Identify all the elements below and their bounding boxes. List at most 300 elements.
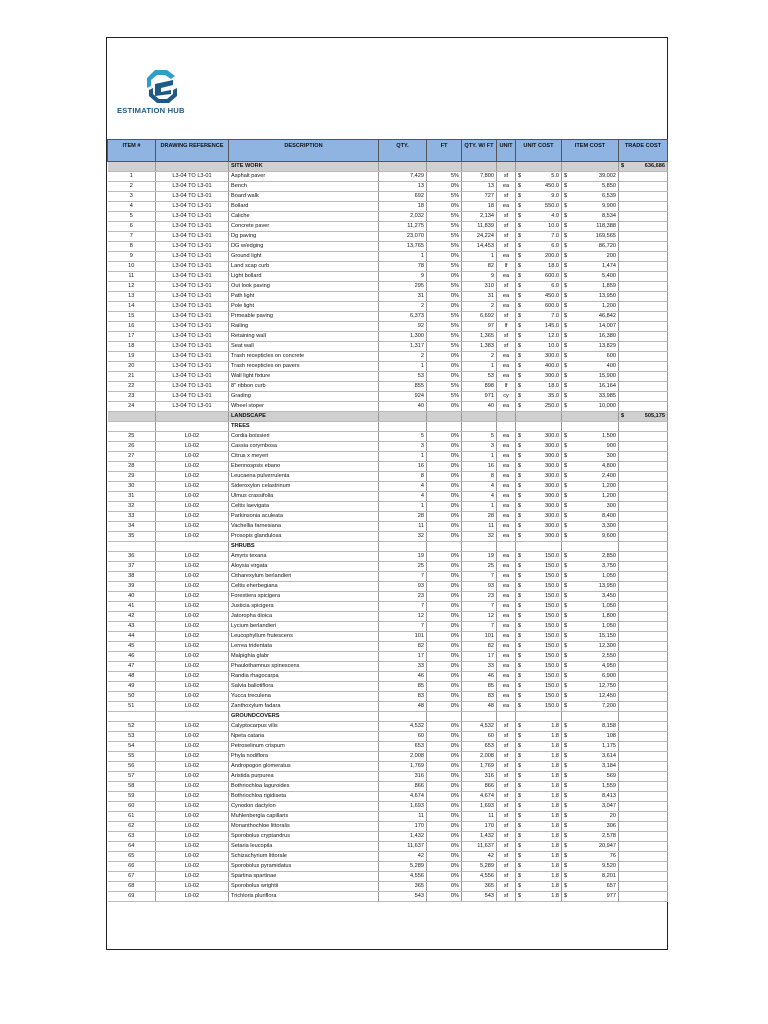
ft-percent: 0% — [427, 362, 462, 372]
item-number: 22 — [108, 382, 156, 392]
currency-symbol: $ — [518, 403, 522, 409]
unit-cost — [516, 302, 562, 312]
description: Monanthochloe littoralis — [229, 822, 379, 832]
quantity-with-ft: 48 — [462, 702, 497, 712]
quantity: 2,008 — [379, 752, 427, 762]
ft-percent: 0% — [427, 202, 462, 212]
ft-percent: 0% — [427, 562, 462, 572]
description: Vachellia farnesiana — [229, 522, 379, 532]
item-number: 14 — [108, 302, 156, 312]
item-number: 52 — [108, 722, 156, 732]
currency-symbol: $ — [564, 453, 568, 459]
drawing-reference: L0-02 — [156, 532, 229, 542]
item-cost-value: 5,850 — [602, 183, 616, 189]
item-cost — [562, 782, 619, 792]
unit-cost — [516, 772, 562, 782]
column-header: DRAWING REFERENCE — [156, 140, 229, 162]
blank-cell — [619, 662, 668, 672]
currency-symbol: $ — [518, 573, 522, 579]
unit-cost-value: 150.0 — [545, 583, 559, 589]
description: Citrus x meyeri — [229, 452, 379, 462]
unit-cost — [516, 172, 562, 182]
quantity-with-ft: 97 — [462, 322, 497, 332]
quantity: 1 — [379, 502, 427, 512]
unit: ea — [497, 502, 516, 512]
ft-percent: 0% — [427, 872, 462, 882]
drawing-reference: L3-04 TO L3-01 — [156, 192, 229, 202]
quantity-with-ft: 543 — [462, 892, 497, 902]
description: Citharexylum berlandieri — [229, 572, 379, 582]
unit-cost-value: 600.0 — [545, 273, 559, 279]
item-number: 43 — [108, 622, 156, 632]
quantity: 60 — [379, 732, 427, 742]
quantity: 866 — [379, 782, 427, 792]
unit-cost — [516, 292, 562, 302]
currency-symbol: $ — [564, 363, 568, 369]
description: Path light — [229, 292, 379, 302]
unit: sf — [497, 882, 516, 892]
description: Dg paving — [229, 232, 379, 242]
currency-symbol: $ — [518, 293, 522, 299]
currency-symbol: $ — [564, 623, 568, 629]
blank-cell — [619, 282, 668, 292]
quantity-with-ft: 1 — [462, 502, 497, 512]
quantity: 11 — [379, 522, 427, 532]
table-row — [108, 272, 668, 282]
item-cost-value: 1,200 — [602, 303, 616, 309]
ft-percent: 0% — [427, 442, 462, 452]
currency-symbol: $ — [564, 733, 568, 739]
currency-symbol: $ — [564, 303, 568, 309]
column-header: UNIT COST — [516, 140, 562, 162]
unit-cost-value: 35.0 — [548, 393, 559, 399]
column-header: QTY. W/ FT — [462, 140, 497, 162]
unit: sf — [497, 172, 516, 182]
description: Spartina spartinae — [229, 872, 379, 882]
table-row — [108, 432, 668, 442]
currency-symbol: $ — [564, 313, 568, 319]
item-cost — [562, 882, 619, 892]
item-number: 64 — [108, 842, 156, 852]
blank-cell — [619, 202, 668, 212]
description: Retaining wall — [229, 332, 379, 342]
currency-symbol: $ — [518, 563, 522, 569]
blank-cell — [619, 552, 668, 562]
currency-symbol: $ — [564, 673, 568, 679]
blank-cell — [619, 752, 668, 762]
item-cost — [562, 252, 619, 262]
quantity: 16 — [379, 462, 427, 472]
item-cost — [562, 472, 619, 482]
drawing-reference: L3-04 TO L3-01 — [156, 332, 229, 342]
table-row — [108, 832, 668, 842]
currency-symbol: $ — [518, 673, 522, 679]
drawing-reference: L3-04 TO L3-01 — [156, 212, 229, 222]
quantity-with-ft: 42 — [462, 852, 497, 862]
currency-symbol: $ — [518, 603, 522, 609]
item-cost-value: 8,158 — [602, 723, 616, 729]
unit-cost-value: 1.8 — [551, 893, 559, 899]
item-number: 30 — [108, 482, 156, 492]
unit: ea — [497, 612, 516, 622]
ft-percent: 0% — [427, 892, 462, 902]
description: Grading — [229, 392, 379, 402]
drawing-reference: L0-02 — [156, 432, 229, 442]
currency-symbol: $ — [564, 283, 568, 289]
description: Bothriochloa laguroides — [229, 782, 379, 792]
table-header-row — [108, 140, 668, 162]
unit-cost-value: 300.0 — [545, 533, 559, 539]
blank-cell — [619, 882, 668, 892]
unit: sf — [497, 862, 516, 872]
currency-symbol: $ — [518, 343, 522, 349]
ft-percent: 0% — [427, 722, 462, 732]
unit-cost — [516, 472, 562, 482]
unit-cost-value: 1.8 — [551, 803, 559, 809]
item-cost-value: 9,600 — [602, 533, 616, 539]
item-cost-value: 1,474 — [602, 263, 616, 269]
quantity-with-ft: 4,556 — [462, 872, 497, 882]
unit-cost — [516, 222, 562, 232]
ft-percent: 0% — [427, 742, 462, 752]
drawing-reference: L0-02 — [156, 842, 229, 852]
unit-cost-value: 1.8 — [551, 853, 559, 859]
blank-cell — [156, 422, 229, 432]
unit-cost — [516, 842, 562, 852]
unit-cost-value: 300.0 — [545, 523, 559, 529]
item-cost — [562, 592, 619, 602]
quantity-with-ft: 2 — [462, 352, 497, 362]
item-cost — [562, 192, 619, 202]
unit-cost-value: 300.0 — [545, 463, 559, 469]
table-row — [108, 762, 668, 772]
drawing-reference: L0-02 — [156, 482, 229, 492]
item-cost — [562, 742, 619, 752]
unit-cost — [516, 532, 562, 542]
unit-cost-value: 6.0 — [551, 243, 559, 249]
unit-cost-value: 150.0 — [545, 553, 559, 559]
drawing-reference: L0-02 — [156, 522, 229, 532]
quantity: 78 — [379, 262, 427, 272]
unit-cost-value: 18.0 — [548, 263, 559, 269]
ft-percent: 0% — [427, 372, 462, 382]
blank-cell — [619, 392, 668, 402]
quantity-with-ft: 4,532 — [462, 722, 497, 732]
blank-cell — [619, 702, 668, 712]
unit-cost-value: 1.8 — [551, 793, 559, 799]
currency-symbol: $ — [518, 703, 522, 709]
unit: sf — [497, 772, 516, 782]
ft-percent: 5% — [427, 332, 462, 342]
unit-cost-value: 150.0 — [545, 643, 559, 649]
unit-cost — [516, 432, 562, 442]
item-cost-value: 13,829 — [598, 343, 616, 349]
unit: ea — [497, 492, 516, 502]
blank-cell — [619, 612, 668, 622]
table-row — [108, 242, 668, 252]
column-header: QTY. — [379, 140, 427, 162]
item-number: 41 — [108, 602, 156, 612]
unit: ea — [497, 442, 516, 452]
unit-cost-value: 150.0 — [545, 683, 559, 689]
unit-cost-value: 300.0 — [545, 373, 559, 379]
unit-cost — [516, 682, 562, 692]
blank-cell — [619, 362, 668, 372]
quantity: 3 — [379, 442, 427, 452]
blank-cell — [619, 442, 668, 452]
estimate-table — [107, 139, 668, 902]
description: Setaria leucopila — [229, 842, 379, 852]
description: Zanthoxylum fadara — [229, 702, 379, 712]
item-cost-value: 300 — [606, 503, 616, 509]
unit: ea — [497, 652, 516, 662]
blank-cell — [619, 622, 668, 632]
table-row — [108, 742, 668, 752]
item-cost — [562, 382, 619, 392]
item-number: 67 — [108, 872, 156, 882]
description: Muhlenbergia capillaris — [229, 812, 379, 822]
item-number: 15 — [108, 312, 156, 322]
quantity: 101 — [379, 632, 427, 642]
item-cost-value: 977 — [606, 893, 616, 899]
unit-cost-value: 7.0 — [551, 313, 559, 319]
currency-symbol: $ — [518, 363, 522, 369]
unit-cost-value: 150.0 — [545, 673, 559, 679]
table-row — [108, 782, 668, 792]
drawing-reference: L3-04 TO L3-01 — [156, 222, 229, 232]
blank-cell — [108, 412, 156, 422]
item-cost-value: 118,388 — [596, 223, 616, 229]
ft-percent: 0% — [427, 302, 462, 312]
table-row — [108, 892, 668, 902]
unit: sf — [497, 212, 516, 222]
quantity: 18 — [379, 202, 427, 212]
quantity: 5 — [379, 432, 427, 442]
ft-percent: 0% — [427, 252, 462, 262]
currency-symbol: $ — [518, 553, 522, 559]
unit-cost-value: 150.0 — [545, 693, 559, 699]
quantity-with-ft: 1,769 — [462, 762, 497, 772]
quantity: 924 — [379, 392, 427, 402]
currency-symbol: $ — [518, 283, 522, 289]
quantity: 25 — [379, 562, 427, 572]
unit: lf — [497, 322, 516, 332]
item-cost-value: 12,300 — [598, 643, 616, 649]
ft-percent: 0% — [427, 592, 462, 602]
quantity-with-ft: 5,289 — [462, 862, 497, 872]
blank-cell — [619, 482, 668, 492]
blank-cell — [619, 502, 668, 512]
unit: ea — [497, 482, 516, 492]
unit: sf — [497, 732, 516, 742]
quantity-with-ft: 898 — [462, 382, 497, 392]
blank-cell — [619, 792, 668, 802]
table-row — [108, 192, 668, 202]
item-cost-value: 3,047 — [602, 803, 616, 809]
quantity: 31 — [379, 292, 427, 302]
quantity-with-ft: 25 — [462, 562, 497, 572]
unit: sf — [497, 852, 516, 862]
currency-symbol: $ — [518, 223, 522, 229]
table-row — [108, 482, 668, 492]
item-number: 68 — [108, 882, 156, 892]
blank-cell — [497, 712, 516, 722]
item-number: 20 — [108, 362, 156, 372]
quantity-with-ft: 2 — [462, 302, 497, 312]
item-cost-value: 7,200 — [602, 703, 616, 709]
ft-percent: 0% — [427, 732, 462, 742]
unit-cost-value: 1.8 — [551, 783, 559, 789]
item-cost-value: 8,201 — [602, 873, 616, 879]
item-number: 46 — [108, 652, 156, 662]
drawing-reference: L0-02 — [156, 732, 229, 742]
item-cost — [562, 662, 619, 672]
unit: ea — [497, 292, 516, 302]
drawing-reference: L0-02 — [156, 572, 229, 582]
quantity: 92 — [379, 322, 427, 332]
unit: ea — [497, 592, 516, 602]
blank-cell — [619, 322, 668, 332]
unit-cost-value: 300.0 — [545, 473, 559, 479]
blank-cell — [516, 712, 562, 722]
drawing-reference: L0-02 — [156, 502, 229, 512]
table-row — [108, 822, 668, 832]
blank-cell — [619, 252, 668, 262]
item-cost-value: 300 — [606, 453, 616, 459]
currency-symbol: $ — [564, 343, 568, 349]
item-cost-value: 39,002 — [598, 173, 616, 179]
table-row — [108, 312, 668, 322]
blank-cell — [619, 472, 668, 482]
item-number: 23 — [108, 392, 156, 402]
ft-percent: 5% — [427, 322, 462, 332]
table-row — [108, 472, 668, 482]
blank-cell — [619, 562, 668, 572]
description: Asphalt paver — [229, 172, 379, 182]
subsection-row — [108, 712, 668, 722]
currency-symbol: $ — [518, 173, 522, 179]
table-row — [108, 572, 668, 582]
unit-cost — [516, 332, 562, 342]
trade-cost-value: 636,686 — [644, 163, 665, 169]
currency-symbol: $ — [518, 533, 522, 539]
item-cost-value: 20 — [609, 813, 616, 819]
drawing-reference: L3-04 TO L3-01 — [156, 302, 229, 312]
item-cost — [562, 842, 619, 852]
blank-cell — [462, 542, 497, 552]
drawing-reference: L3-04 TO L3-01 — [156, 272, 229, 282]
ft-percent: 5% — [427, 282, 462, 292]
table-row — [108, 492, 668, 502]
quantity: 7,429 — [379, 172, 427, 182]
currency-symbol: $ — [518, 653, 522, 659]
currency-symbol: $ — [518, 873, 522, 879]
section-row — [108, 412, 668, 422]
currency-symbol: $ — [518, 683, 522, 689]
unit-cost-value: 250.0 — [545, 403, 559, 409]
table-row — [108, 652, 668, 662]
item-number: 32 — [108, 502, 156, 512]
quantity: 1,432 — [379, 832, 427, 842]
trade-cost — [619, 162, 668, 172]
item-number: 18 — [108, 342, 156, 352]
drawing-reference: L0-02 — [156, 582, 229, 592]
unit-cost — [516, 392, 562, 402]
unit: sf — [497, 282, 516, 292]
ft-percent: 5% — [427, 342, 462, 352]
unit: sf — [497, 822, 516, 832]
blank-cell — [562, 162, 619, 172]
item-cost-value: 9,900 — [602, 203, 616, 209]
currency-symbol: $ — [518, 613, 522, 619]
drawing-reference: L3-04 TO L3-01 — [156, 362, 229, 372]
quantity: 1 — [379, 452, 427, 462]
blank-cell — [619, 512, 668, 522]
unit-cost-value: 150.0 — [545, 573, 559, 579]
item-number: 4 — [108, 202, 156, 212]
estimate-sheet — [106, 37, 668, 950]
blank-cell — [156, 162, 229, 172]
unit-cost-value: 300.0 — [545, 513, 559, 519]
unit-cost — [516, 262, 562, 272]
currency-symbol: $ — [564, 563, 568, 569]
quantity-with-ft: 13 — [462, 182, 497, 192]
item-cost — [562, 862, 619, 872]
table-row — [108, 612, 668, 622]
unit: ea — [497, 402, 516, 412]
unit-cost-value: 1.8 — [551, 773, 559, 779]
currency-symbol: $ — [564, 743, 568, 749]
item-cost — [562, 602, 619, 612]
currency-symbol: $ — [518, 893, 522, 899]
blank-cell — [619, 342, 668, 352]
quantity-with-ft: 8 — [462, 472, 497, 482]
table-row — [108, 872, 668, 882]
item-cost — [562, 802, 619, 812]
unit-cost — [516, 282, 562, 292]
quantity-with-ft: 83 — [462, 692, 497, 702]
unit-cost — [516, 602, 562, 612]
item-number: 42 — [108, 612, 156, 622]
unit-cost — [516, 752, 562, 762]
drawing-reference: L0-02 — [156, 722, 229, 732]
unit-cost — [516, 892, 562, 902]
item-cost — [562, 632, 619, 642]
item-number: 65 — [108, 852, 156, 862]
ft-percent: 5% — [427, 242, 462, 252]
item-cost-value: 9,520 — [602, 863, 616, 869]
description: Concrete paver — [229, 222, 379, 232]
drawing-reference: L3-04 TO L3-01 — [156, 172, 229, 182]
unit-cost-value: 150.0 — [545, 703, 559, 709]
blank-cell — [619, 642, 668, 652]
item-cost — [562, 372, 619, 382]
table-row — [108, 232, 668, 242]
item-cost-value: 2,850 — [602, 553, 616, 559]
ft-percent: 0% — [427, 532, 462, 542]
unit: ea — [497, 362, 516, 372]
unit-cost-value: 150.0 — [545, 653, 559, 659]
unit: sf — [497, 892, 516, 902]
drawing-reference: L0-02 — [156, 702, 229, 712]
table-row — [108, 442, 668, 452]
drawing-reference: L0-02 — [156, 822, 229, 832]
currency-symbol: $ — [518, 263, 522, 269]
currency-symbol: $ — [564, 893, 568, 899]
currency-symbol: $ — [518, 493, 522, 499]
unit-cost-value: 150.0 — [545, 603, 559, 609]
unit: ea — [497, 252, 516, 262]
